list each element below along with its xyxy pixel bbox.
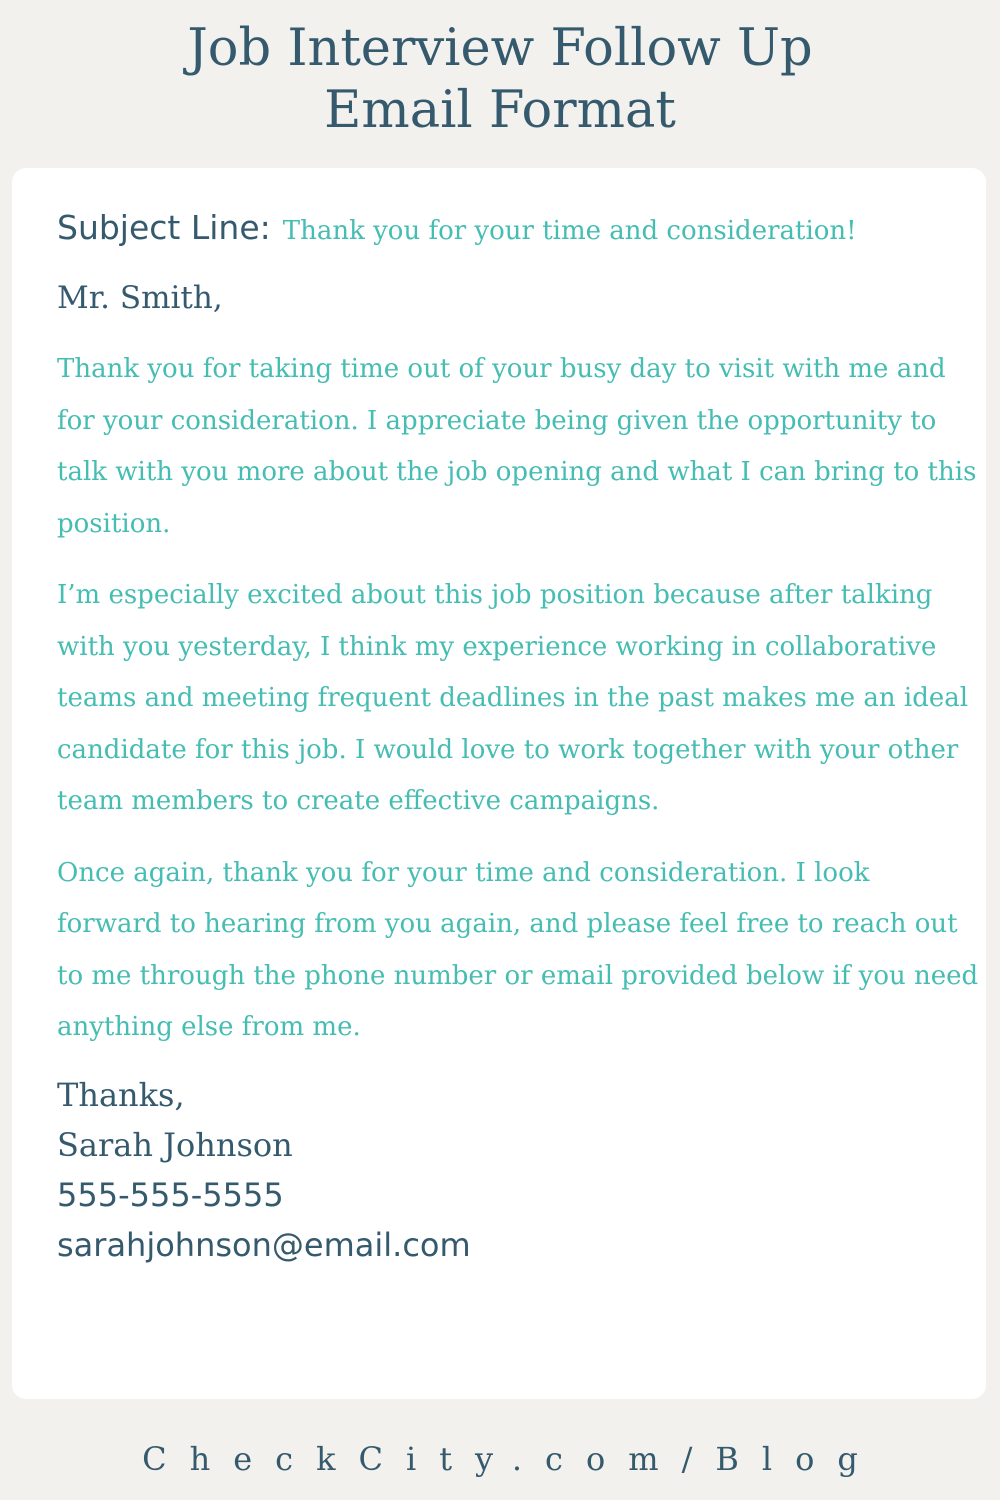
signature-phone: 555-555-5555 bbox=[57, 1175, 284, 1214]
page-title bbox=[0, 18, 1000, 142]
email-paragraph-1: Thank you for taking time out of your busy day to visit with me and for your consideration. I appreciate being given the opportunity to talk with you more about the job opening and what I can bring to this position. bbox=[57, 354, 977, 539]
email-signature bbox=[57, 1070, 982, 1270]
email-content bbox=[57, 208, 982, 1270]
page-title-line-2: Email Format bbox=[324, 81, 676, 140]
subject-label: Subject Line: bbox=[57, 208, 271, 247]
signature-name: Sarah Johnson bbox=[57, 1125, 293, 1164]
signature-closing: Thanks, bbox=[57, 1075, 185, 1114]
footer-source: CheckCity.com/Blog bbox=[142, 1440, 881, 1478]
subject-text: Thank you for your time and consideration! bbox=[282, 216, 857, 246]
subject-row bbox=[57, 208, 982, 262]
signature-email: sarahjohnson@email.com bbox=[57, 1225, 471, 1264]
page-title-line-1: Job Interview Follow Up bbox=[187, 19, 813, 78]
email-greeting: Mr. Smith, bbox=[57, 280, 223, 316]
email-card bbox=[12, 168, 986, 1399]
email-paragraph-3: Once again, thank you for your time and consideration. I look forward to hearing from you again, and please feel free to reach out to me through the phone number or email provided below if you need anything else from me. bbox=[57, 857, 979, 1042]
email-paragraph-2: I’m especially excited about this job position because after talking with you yesterday, I think my experience working in collaborative teams and meeting frequent deadlines in the past makes me an ideal candidate for this job. I would love to work together with your other team members to create effective campaigns. bbox=[57, 580, 969, 816]
